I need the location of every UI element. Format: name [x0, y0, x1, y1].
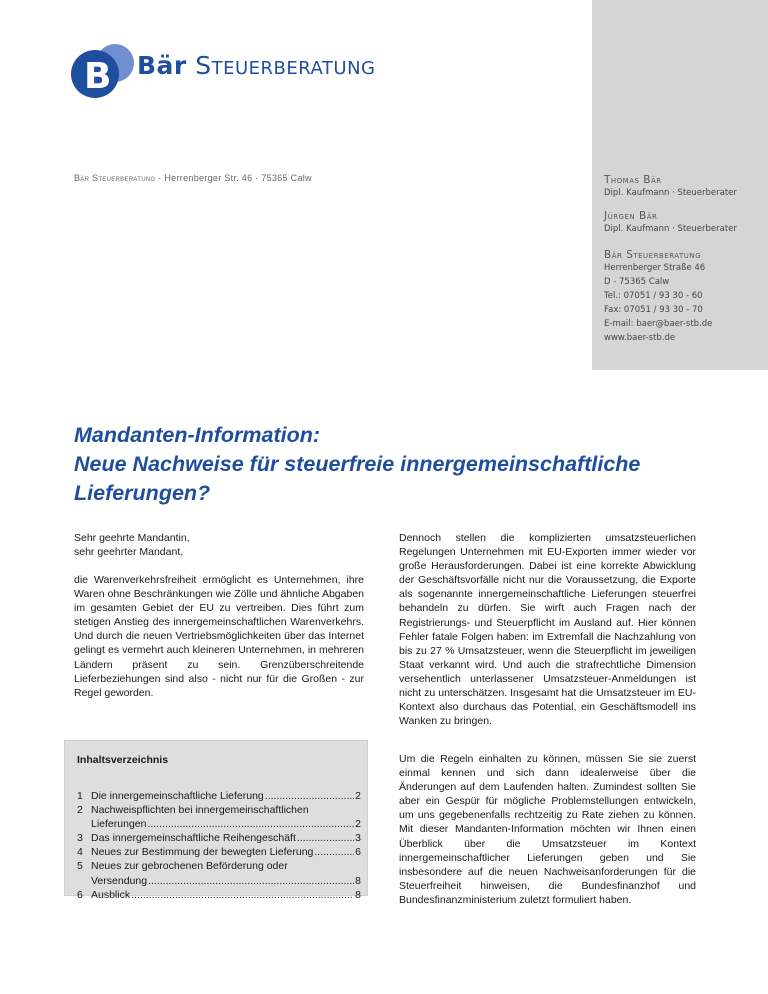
toc-item-continuation[interactable]: Lieferungen ..... 2 — [77, 817, 361, 831]
bear-logo-icon — [70, 42, 136, 98]
toc-item[interactable]: 2 Nachweispflichten bei innergemeinschaftlichen — [77, 804, 309, 817]
logo-letter: B — [84, 56, 112, 97]
contact-thomas — [604, 174, 737, 200]
contact-name: Thomas Bär — [604, 174, 662, 186]
contact-juergen — [604, 210, 737, 236]
sender-name: Bär Steuerberatung — [74, 173, 156, 183]
brand-name-bold: Bär — [137, 51, 187, 80]
toc-page: 8 — [355, 874, 361, 887]
toc-item[interactable]: 5 Neues zur gebrochenen Beförderung oder — [77, 860, 288, 873]
toc-heading: Inhaltsverzeichnis — [77, 754, 169, 766]
office-website-link[interactable]: www.baer-stb.de — [604, 333, 676, 343]
office-city: D - 75365 Calw — [604, 277, 670, 287]
brand-name — [137, 51, 376, 80]
table-of-contents — [64, 740, 368, 901]
intro-paragraph — [74, 573, 364, 700]
sender-address: · Herrenberger Str. 46 · 75365 Calw — [158, 173, 312, 183]
office-fax: Fax: 07051 / 93 30 - 70 — [604, 305, 703, 315]
toc-item[interactable]: 6 Ausblick ..... 8 — [77, 888, 361, 902]
title-line-3: Lieferungen? — [74, 481, 211, 505]
intro-text: die Warenverkehrsfreiheit ermöglicht es Unternehmen, ihre Waren ohne Beschränkungen wie Zölle und ähnliche Abgaben im gesamten Gebiet der EU zu vertreiben. Dies führt zum stetigen Anstieg des innergemeinschaftlichen Warenverkehrs. Und durch die neuen Vertriebsmöglichkeiten über das Internet gelingt es vermehrt auch kleineren Unternehmen, in mehreren Ländern präsent zu sein. Grenzüberschreitende Lieferbeziehungen sind also - nicht nur für die Großen - zur Regel geworden. — [74, 574, 364, 699]
toc-item[interactable]: 1 Die innergemeinschaftliche Lieferung ..... 2 — [77, 789, 361, 803]
contact-office — [604, 249, 712, 345]
toc-page: 2 — [355, 818, 361, 831]
title-line-2: Neue Nachweise für steuerfreie innergemeinschaftliche — [74, 452, 641, 476]
contact-name: Jürgen Bär — [604, 210, 658, 222]
contact-role: Dipl. Kaufmann · Steuerberater — [604, 188, 737, 198]
toc-item-continuation[interactable]: Versendung ..... 8 — [77, 874, 361, 888]
brand-name-rest: Steuerberatung — [195, 51, 376, 80]
sender-line — [74, 173, 312, 183]
toc-page: 6 — [355, 846, 361, 859]
right-paragraph-2 — [399, 752, 696, 907]
toc-list — [77, 789, 361, 902]
office-email-link[interactable]: E-mail: baer@baer-stb.de — [604, 319, 713, 329]
body-text: Dennoch stellen die komplizierten umsatzsteuerlichen Regelungen Unternehmen mit EU-Exporten immer wieder vor große Herausforderungen. Dabei ist eine korrekte Abwicklung der Geschäftsvorfälle nicht nur die Voraussetzung, die Exporte als sogenannte innergemeinschaftliche Lieferungen steuerfrei behandeln zu dürfen. Sie wirft auch Fragen nach der Registrierungs- und Steuerpflicht im Ausland auf. Hier können Fehler fatale Folgen haben: im Extremfall die Nachzahlung von bis zu 27 % Umsatzsteuer, wenn die Steuerpflicht im jeweiligen Staat verkannt wird. Und auch die strafrechtliche Dimension versehentlich unterlassener Umsatzsteuer-Anmeldungen ist nicht zu unterschätzen. Insgesamt hat die Umsatzsteuer im EU-Kontext also durchaus das Potential, ein Geschäftsmodell ins Wanken zu bringen. — [399, 532, 696, 728]
toc-page: 8 — [355, 888, 361, 901]
contact-role: Dipl. Kaufmann · Steuerberater — [604, 224, 737, 234]
body-text: Um die Regeln einhalten zu können, müssen Sie sie zuerst einmal kennen und sich dann idealerweise über die Änderungen auf dem Laufenden halten. Zumindest sollten Sie aber ein Gespür für mögliche Problemstellungen entwickeln, um uns gegebenenfalls rechtzeitig zu Rate ziehen zu können. Mit dieser Mandanten-Information möchten wir Ihnen einen Überblick über die Umsatzsteuer im Kontext innergemeinschaftlicher Lieferungen geben und Sie insbesondere auf die neuen Nachweisanforderungen für die Steuerfreiheit hinweisen, die Bundesfinanzhof und Bundesfinanzministerium zuletzt formuliert haben. — [399, 753, 696, 906]
page-title — [74, 421, 714, 508]
salutation-line-1: Sehr geehrte Mandantin, — [74, 532, 190, 544]
office-street: Herrenberger Straße 46 — [604, 263, 706, 273]
contact-name: Bär Steuerberatung — [604, 249, 702, 261]
office-phone: Tel.: 07051 / 93 30 - 60 — [604, 291, 703, 301]
salutation — [74, 531, 364, 559]
title-line-1: Mandanten-Information: — [74, 423, 321, 447]
toc-page: 3 — [355, 832, 361, 845]
toc-item[interactable]: 3 Das innergemeinschaftliche Reihengeschäft ..... 3 — [77, 831, 361, 845]
toc-item[interactable]: 4 Neues zur Bestimmung der bewegten Lieferung ..... 6 — [77, 845, 361, 859]
salutation-line-2: sehr geehrter Mandant, — [74, 546, 184, 559]
right-paragraph-1 — [399, 531, 696, 728]
toc-page: 2 — [355, 790, 361, 802]
